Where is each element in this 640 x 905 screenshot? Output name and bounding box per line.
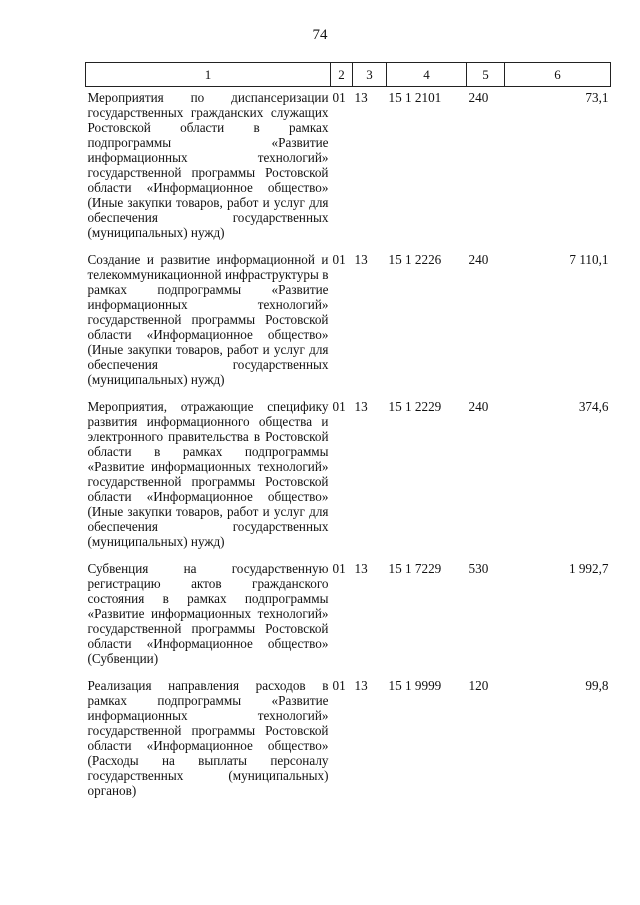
row-rz: 01 — [332, 678, 346, 693]
row-pr: 13 — [354, 252, 368, 267]
table-row — [86, 678, 611, 810]
table-row — [86, 252, 611, 399]
header-row — [86, 63, 611, 87]
row-vr: 240 — [468, 252, 489, 267]
header-col-1: 1 — [86, 63, 331, 87]
row-vr: 240 — [468, 90, 489, 105]
row-rz: 01 — [332, 252, 346, 267]
header-col-2: 2 — [331, 63, 353, 87]
header-col-4: 4 — [387, 63, 467, 87]
table-row — [86, 399, 611, 561]
row-amount: 73,1 — [585, 90, 609, 105]
table-header — [86, 63, 611, 87]
row-csr: 15 1 2101 — [388, 90, 442, 105]
row-description: Реализация направления расходов в рамках подпрограммы «Развитие информационных технологий» государственной программы Ростовской области «Информационное общество» (Расходы на выплаты персоналу государственных (муниципальных) органов) — [87, 678, 329, 798]
header-col-6: 6 — [505, 63, 611, 87]
row-amount: 7 110,1 — [569, 252, 609, 267]
row-description: Мероприятия, отражающие специфику развития информационного общества и электронного правительства в Ростовской области в рамках подпрограммы «Развитие информационных технологий» государственной программы Ростовской области «Информационное общество» (Иные закупки товаров, работ и услуг для обеспечения государственных (муниципальных) нужд) — [87, 399, 329, 549]
row-csr: 15 1 7229 — [388, 561, 442, 576]
row-pr: 13 — [354, 399, 368, 414]
budget-table — [85, 62, 611, 810]
row-description: Мероприятия по диспансеризации государственных гражданских служащих Ростовской области в рамках подпрограммы «Развитие информационных технологий» государственной программы Ростовской области «Информационное общество» (Иные закупки товаров, работ и услуг для обеспечения государственных (муниципальных) нужд) — [87, 90, 329, 240]
table-row — [86, 561, 611, 678]
table-body — [86, 87, 611, 811]
row-pr: 13 — [354, 561, 368, 576]
row-pr: 13 — [354, 678, 368, 693]
row-csr: 15 1 2226 — [388, 252, 442, 267]
row-rz: 01 — [332, 90, 346, 105]
table-row — [86, 87, 611, 253]
row-amount: 374,6 — [578, 399, 609, 414]
row-pr: 13 — [354, 90, 368, 105]
page-number: 74 — [312, 27, 328, 43]
row-vr: 530 — [468, 561, 489, 576]
row-csr: 15 1 9999 — [388, 678, 442, 693]
header-col-3: 3 — [353, 63, 387, 87]
row-description: Субвенция на государственную регистрацию актов гражданского состояния в рамках подпрограммы «Развитие информационных технологий» государственной программы Ростовской области «Информационное общество» (Субвенции) — [87, 561, 329, 666]
row-vr: 120 — [468, 678, 489, 693]
row-vr: 240 — [468, 399, 489, 414]
row-rz: 01 — [332, 561, 346, 576]
row-csr: 15 1 2229 — [388, 399, 442, 414]
row-rz: 01 — [332, 399, 346, 414]
row-amount: 1 992,7 — [568, 561, 609, 576]
row-description: Создание и развитие информационной и телекоммуникационной инфраструктуры в рамках подпрограммы «Развитие информационных технологий» государственной программы Ростовской области «Информационное общество» (Иные закупки товаров, работ и услуг для обеспечения государственных (муниципальных) нужд) — [87, 252, 329, 387]
header-col-5: 5 — [467, 63, 505, 87]
row-amount: 99,8 — [585, 678, 609, 693]
